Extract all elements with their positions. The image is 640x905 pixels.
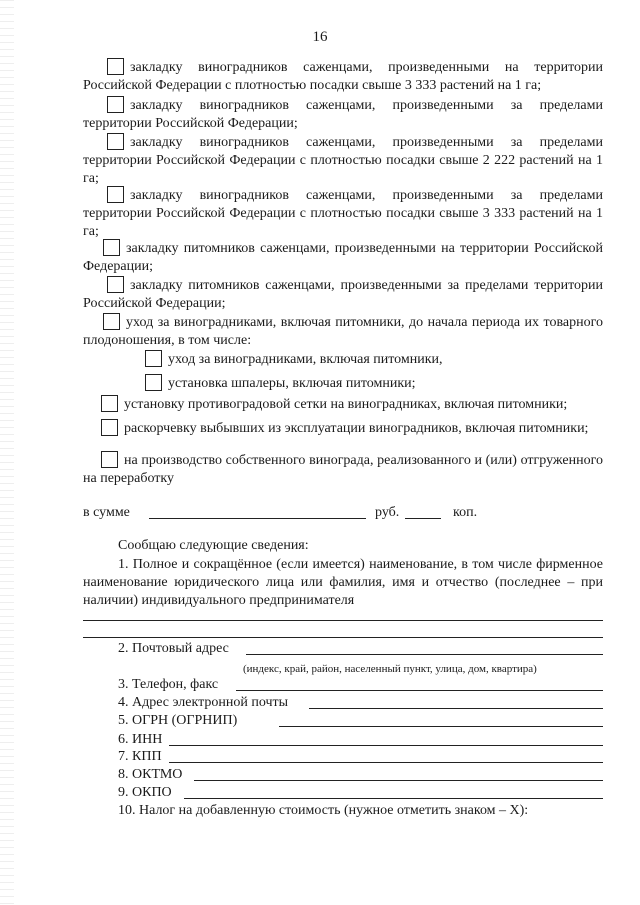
okpo-label: 9. ОКПО [118,785,172,800]
checkbox-item: закладку питомников саженцами, произведенными за пределами территории Российской Федерации; [83,278,603,311]
sum-kop-input[interactable] [405,518,441,519]
checkbox-item: закладку виноградников саженцами, произведенными за пределами территории Российской Федерации с плотностью посадки свыше 3 333 растений на 1 га; [83,188,603,239]
checkbox-item: закладку виноградников саженцами, произведенными на территории Российской Федерации с плотностью посадки свыше 3 333 растений на 1 га; [83,60,603,93]
kpp-label: 7. КПП [118,749,162,764]
checkbox[interactable] [103,239,120,256]
checkbox-item: уход за виноградниками, включая питомники, до начала периода их товарного плодоношения, в том числе: [83,315,603,348]
checkbox-item: установку противоградовой сетки на виноградниках, включая питомники; [83,395,603,414]
checkbox-subitem: уход за виноградниками, включая питомники, [83,350,603,369]
phone-fax-label: 3. Телефон, факс [118,677,219,692]
checkbox[interactable] [107,186,124,203]
checkbox[interactable] [145,374,162,391]
intro-text: Сообщаю следующие сведения: [118,538,309,553]
item-1-input-line-1[interactable] [83,620,603,621]
checkbox-item: раскорчевку выбывших из эксплуатации виноградников, включая питомники; [83,419,603,438]
page-number: 16 [312,29,328,45]
checkbox[interactable] [101,395,118,412]
email-input[interactable] [309,708,603,709]
phone-fax-input[interactable] [236,690,603,691]
item-1-input-line-2[interactable] [83,637,603,638]
checkbox[interactable] [103,313,120,330]
checkbox[interactable] [107,276,124,293]
checkbox[interactable] [107,133,124,150]
email-label: 4. Адрес электронной почты [118,695,289,710]
ogrn-input[interactable] [279,726,603,727]
postal-address-label: 2. Почтовый адрес [118,641,229,656]
scan-edge [0,0,14,905]
checkbox-item: на производство собственного винограда, реализованного и (или) отгруженного на переработку [83,453,603,486]
checkbox-item: закладку виноградников саженцами, произведенными за пределами территории Российской Федерации; [83,98,603,131]
checkbox[interactable] [101,419,118,436]
checkbox[interactable] [107,96,124,113]
checkbox[interactable] [145,350,162,367]
oktmo-input[interactable] [194,780,603,781]
checkbox-item: закладку виноградников саженцами, произведенными за пределами территории Российской Федерации с плотностью посадки свыше 2 222 растений на 1 га; [83,135,603,186]
checkbox-subitem: установка шпалеры, включая питомники; [83,374,603,393]
okpo-input[interactable] [184,798,603,799]
item-1-text: 1. Полное и сокращённое (если имеется) наименование, в том числе фирменное наименование юридического лица или фамилия, имя и отчество (последнее – при наличии) индивидуального предпринимателя [83,557,603,608]
inn-input[interactable] [169,745,603,746]
sum-rub-input[interactable] [149,518,366,519]
inn-label: 6. ИНН [118,732,163,747]
checkbox[interactable] [107,58,124,75]
postal-address-hint: (индекс, край, район, населенный пункт, улица, дом, квартира) [243,663,537,675]
checkbox[interactable] [101,451,118,468]
sum-line: в сумме руб. коп. [83,505,478,520]
ogrn-label: 5. ОГРН (ОГРНИП) [118,713,238,728]
oktmo-label: 8. ОКТМО [118,767,183,782]
kpp-input[interactable] [169,762,603,763]
checkbox-item: закладку питомников саженцами, произведенными на территории Российской Федерации; [83,241,603,274]
vat-label: 10. Налог на добавленную стоимость (нужное отметить знаком – Х): [118,803,529,818]
postal-address-input[interactable] [246,654,603,655]
